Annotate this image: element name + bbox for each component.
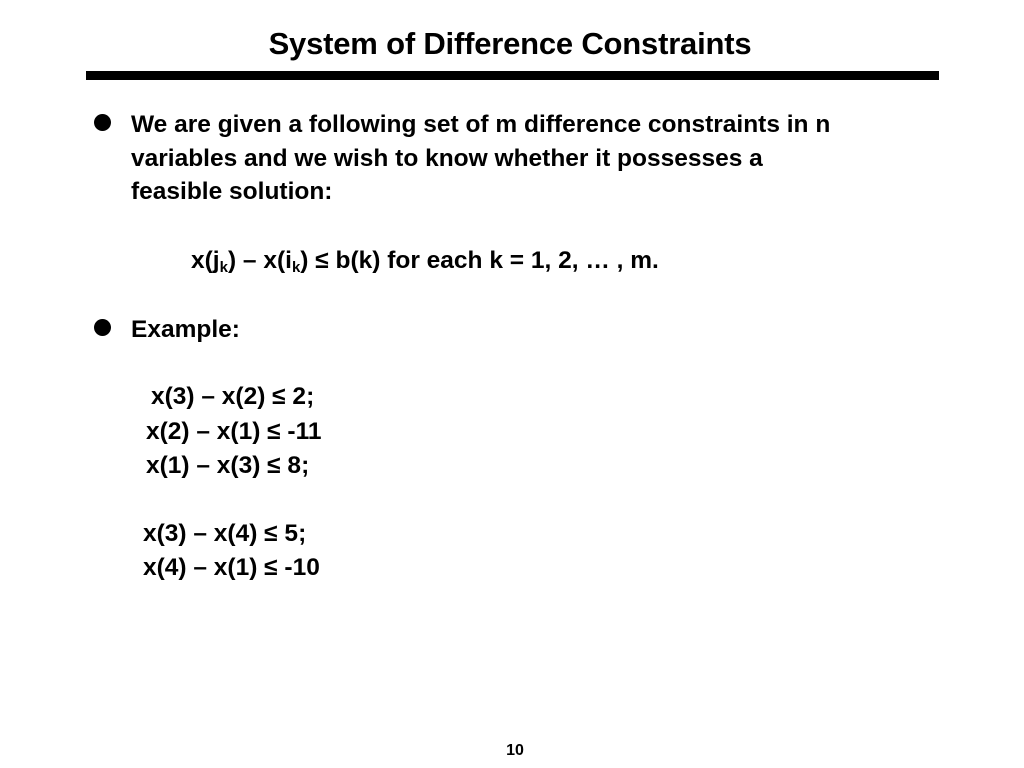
- example-constraint-5: x(4) – x(1) ≤ -10: [143, 554, 320, 581]
- bullet-1-line-3: feasible solution:: [131, 178, 333, 205]
- title-divider: [86, 71, 939, 80]
- example-constraint-2: x(2) – x(1) ≤ -11: [146, 418, 322, 445]
- general-constraint-formula: [191, 246, 659, 276]
- bullet-1-line-2: variables and we wish to know whether it possesses a: [131, 145, 763, 172]
- formula-part-2: ) – x(i: [227, 247, 292, 274]
- bullet-dot-icon: [94, 319, 111, 336]
- example-constraint-3: x(1) – x(3) ≤ 8;: [146, 452, 310, 479]
- bullet-2-label: Example:: [131, 316, 240, 343]
- page-number: 10: [506, 742, 524, 759]
- example-constraint-1: x(3) – x(2) ≤ 2;: [151, 383, 315, 410]
- example-constraint-4: x(3) – x(4) ≤ 5;: [143, 520, 307, 547]
- formula-subscript-j: k: [219, 259, 228, 276]
- formula-part-3: ) ≤ b(k) for each k = 1, 2, … , m.: [300, 247, 659, 274]
- bullet-1-line-1: We are given a following set of m difference constraints in n: [131, 111, 831, 138]
- formula-subscript-i: k: [291, 259, 301, 276]
- formula-part-1: x(j: [191, 247, 220, 274]
- slide-title: System of Difference Constraints: [268, 26, 752, 61]
- bullet-dot-icon: [94, 114, 111, 131]
